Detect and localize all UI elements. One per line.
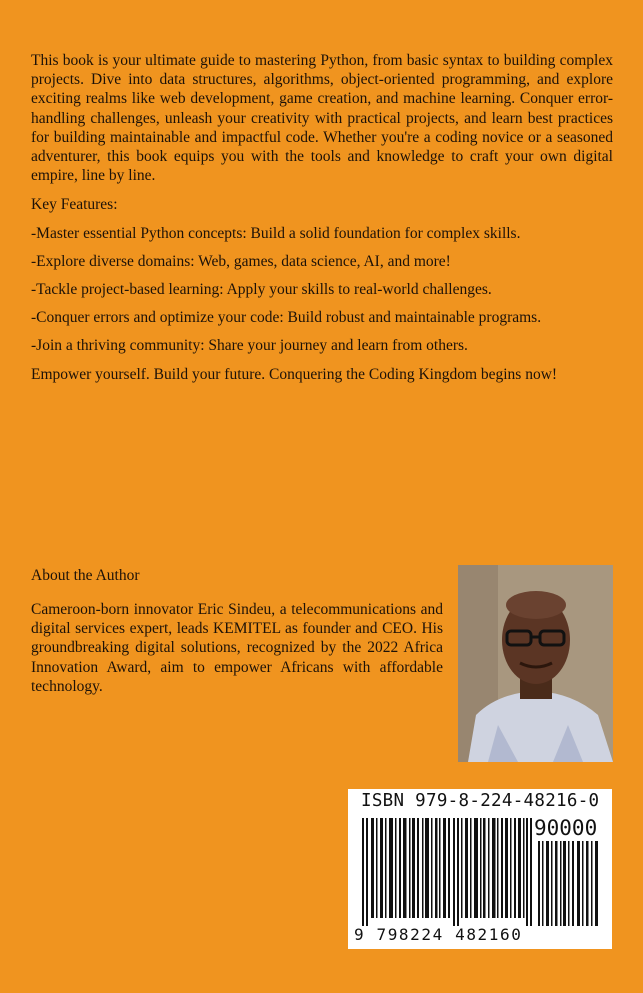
closing-line: Empower yourself. Build your future. Conquering the Coding Kingdom begins now! [31,365,558,383]
intro-paragraph: This book is your ultimate guide to mastering Python, from basic syntax to building complex projects. Dive into data structures, algorithms, object-oriented programming, and explore exciting realms like web development, game creation, and machine learning. Conquer error-handling challenges, unleash your creativity with practical projects, and learn best practices for building maintainable and impactful code. Whether you're a coding novice or a seasoned adventurer, this book equips you with the tools and knowledge to craft your own digital empire, line by line. [31,52,613,185]
author-bio: Cameroon-born innovator Eric Sindeu, a telecommunications and digital services expert, leads KEMITEL as founder and CEO. His groundbreaking digital solutions, recognized by the 2022 Africa Innovation Award, aim to empower Africans with affordable technology. [31,601,443,695]
features-heading: Key Features: [31,196,118,214]
isbn-label: ISBN 979-8-224-48216-0 [361,791,600,811]
about-author-heading: About the Author [31,567,140,584]
feature-item: -Conquer errors and optimize your code: Build robust and maintainable programs. [31,309,542,327]
feature-item: -Explore diverse domains: Web, games, data science, AI, and more! [31,252,451,270]
isbn-barcode [348,789,612,949]
price-addon-code: 90000 [534,816,598,840]
feature-item: -Join a thriving community: Share your journey and learn from others. [31,337,468,355]
back-cover-blurb [31,51,613,393]
feature-item: -Master essential Python concepts: Build a solid foundation for complex skills. [31,224,521,242]
author-photo [458,565,613,762]
barcode-digits: 9 798224 482160 [354,925,523,944]
feature-item: -Tackle project-based learning: Apply your skills to real-world challenges. [31,281,492,299]
